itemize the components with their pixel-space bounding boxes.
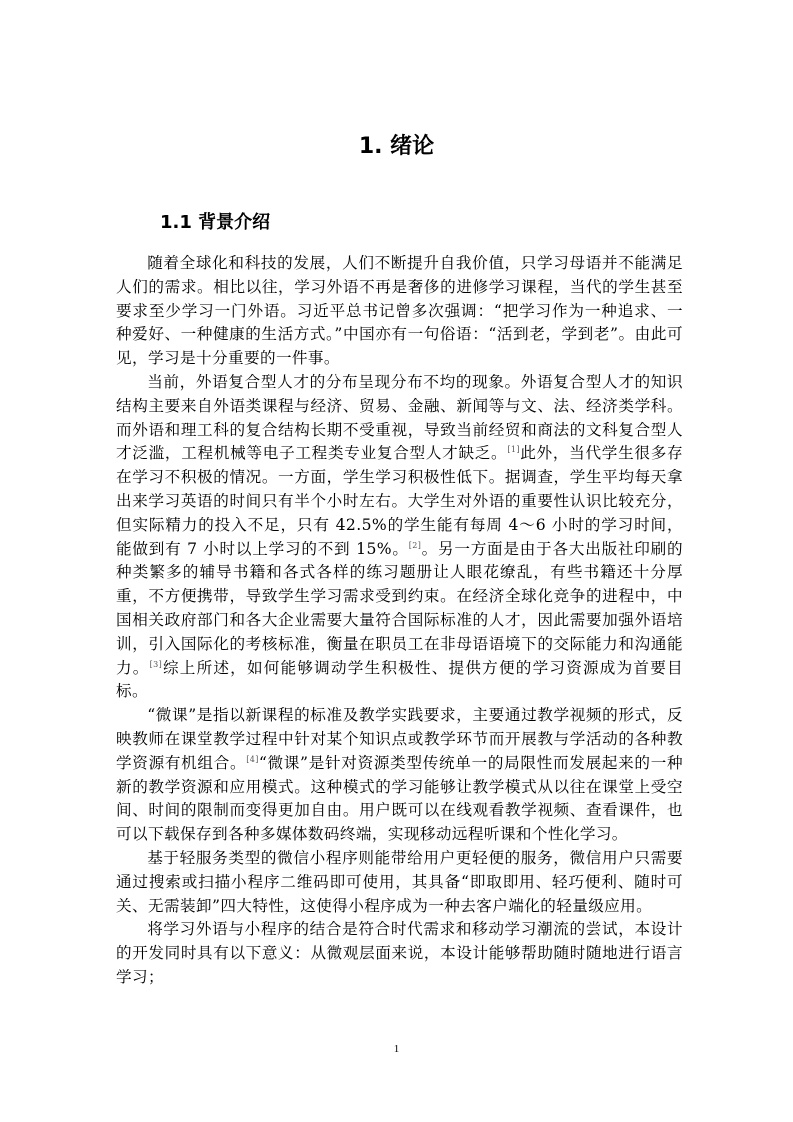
body-text <box>116 252 683 990</box>
section-title: 1.1 背景介绍 <box>160 212 271 233</box>
citation-ref: [2] <box>408 540 422 550</box>
page-number: 1 <box>393 1043 400 1055</box>
paragraph-text: “微课”是针对资源类型传统单一的局限性而发展起来的一种新的教学资源和应用模式。这种模式的学习能够让教学模式从以往在课堂上受空间、时间的限制而变得更加自由。用户既可以在线观看教学视频、查看课件，也可以下载保存到各种多媒体数码终端，实现移动远程听课和个性化学习。 <box>116 753 683 844</box>
paragraph <box>116 371 683 704</box>
paragraph-text: 基于轻服务类型的微信小程序则能带给用户更轻便的服务，微信用户只需要通过搜索或扫描小程序二维码即可使用，其具备“即取即用、轻巧便利、随时可关、无需装卸”四大特性，这使得小程序成为一种去客户端化的轻量级应用。 <box>116 848 683 915</box>
paragraph-text: 当前，外语复合型人才的分布呈现分布不均的现象。外语复合型人才的知识结构主要来自外语类课程与经济、贸易、金融、新闻等与文、法、经济类学科。而外语和理工科的复合结构长期不受重视，导致当前经贸和商法的文科复合型人才泛滥，工程机械等电子工程类专业复合型人才缺乏。 <box>116 372 683 463</box>
paragraph <box>116 847 683 918</box>
paragraph-text: 将学习外语与小程序的结合是符合时代需求和移动学习潮流的尝试，本设计的开发同时具有以下意义：从微观层面来说，本设计能够帮助随时随地进行语言学习； <box>116 920 683 986</box>
paragraph-text: 随着全球化和科技的发展，人们不断提升自我价值，只学习母语并不能满足人们的需求。相比以往，学习外语不再是奢侈的进修学习课程，当代的学生甚至要求至少学习一门外语。习近平总书记曾多次强调：“把学习作为一种追求、一种爱好、一种健康的生活方式。”中国亦有一句俗语：“活到老，学到老”。由此可见，学习是十分重要的一件事。 <box>116 254 683 368</box>
chapter-title: 1. 绪论 <box>358 134 435 159</box>
citation-ref: [4] <box>246 754 259 764</box>
paragraph <box>116 252 683 371</box>
paragraph <box>116 918 683 989</box>
paragraph <box>116 704 683 847</box>
paragraph-text: 此外，当代学生很多存在学习不积极的情况。一方面，学生学习积极性低下。据调查，学生平均每天拿出来学习英语的时间只有半个小时左右。大学生对外语的重要性认识比较充分，但实际精力的投入不足，只有 42.5%的学生能有每周 4～6 小时的学习时间，能做到有 7 小时以上学习的不到 15%。 <box>116 444 683 558</box>
citation-ref: [3] <box>149 659 163 669</box>
paragraph-text: 综上所述，如何能够调动学生积极性、提供方便的学习资源成为首要目标。 <box>116 658 683 701</box>
paragraph-text: “微课”是指以新课程的标准及教学实践要求，主要通过教学视频的形式，反映教师在课堂教学过程中针对某个知识点或教学环节而开展教与学活动的各种教学资源有机组合。 <box>116 706 683 772</box>
paragraph-text: 。另一方面是由于各大出版社印刷的种类繁多的辅导书籍和各式各样的练习题册让人眼花缭乱，有些书籍还十分厚重，不方便携带，导致学生学习需求受到约束。在经济全球化竞争的进程中，中国相关政府部门和各大企业需要大量符合国际标准的人才，因此需要加强外语培训，引入国际化的考核标准，衡量在职员工在非母语语境下的交际能力和沟通能力。 <box>116 539 683 677</box>
citation-ref: [1] <box>507 445 520 455</box>
